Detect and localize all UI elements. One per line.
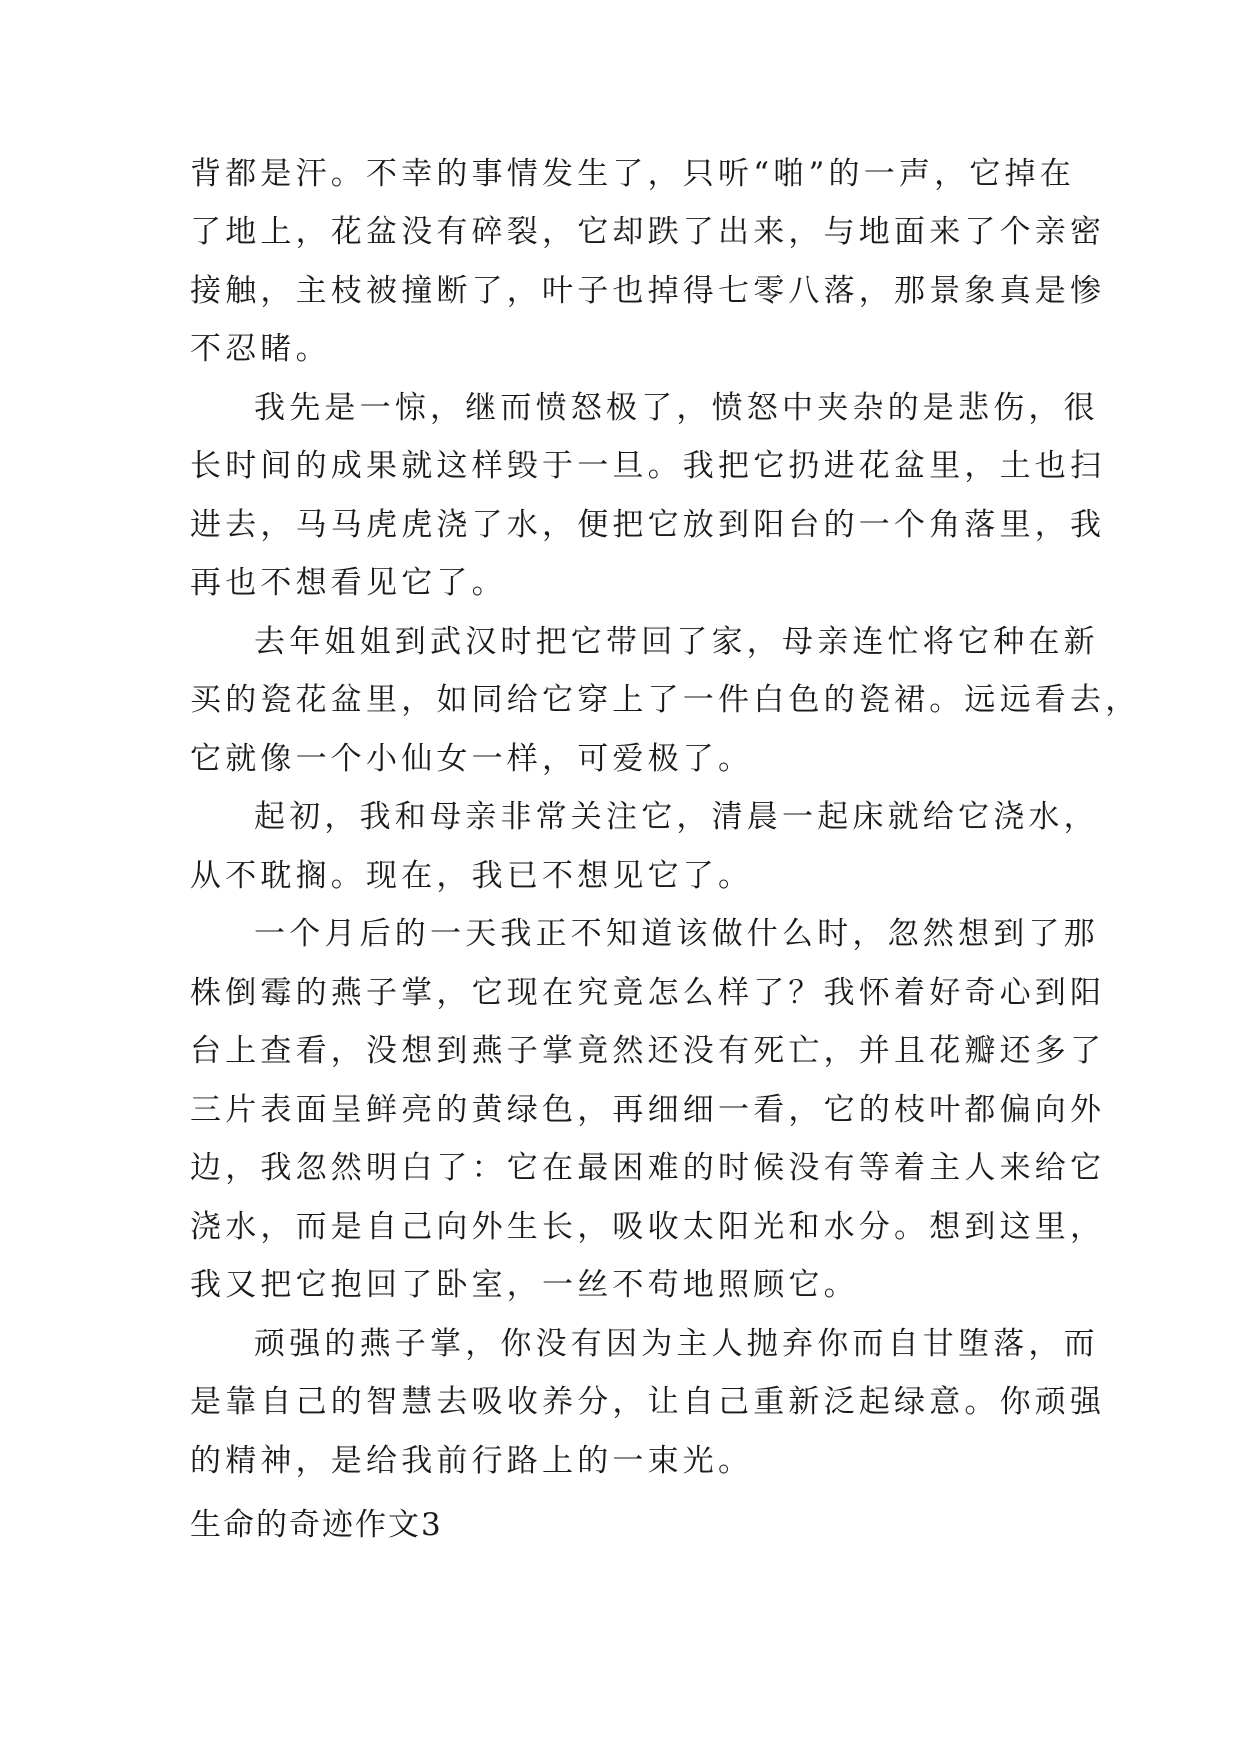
text-line: 的精神，是给我前行路上的一束光。 <box>190 1443 754 1479</box>
text-line: 我又把它抱回了卧室，一丝不苟地照顾它。 <box>190 1267 859 1303</box>
text-line: 从不耽搁。现在，我已不想见它了。 <box>190 858 754 894</box>
paragraph-first-line: 一个月后的一天我正不知道该做什么时，忽然想到了那 <box>254 916 1099 952</box>
text-line: 背都是汗。不幸的事情发生了，只听“啪”的一声，它掉在 <box>190 156 1075 192</box>
paragraph-first-line: 我先是一惊，继而愤怒极了，愤怒中夹杂的是悲伤，很 <box>254 390 1099 426</box>
text-line: 买的瓷花盆里，如同给它穿上了一件白色的瓷裙。远远看去， <box>190 682 1141 718</box>
text-line: 是靠自己的智慧去吸收养分，让自己重新泛起绿意。你顽强 <box>190 1384 1106 1420</box>
section-heading: 生命的奇迹作文3 <box>190 1507 443 1543</box>
paragraph-first-line: 去年姐姐到武汉时把它带回了家，母亲连忙将它种在新 <box>254 624 1099 660</box>
text-line: 边，我忽然明白了：它在最困难的时候没有等着主人来给它 <box>190 1150 1106 1186</box>
text-line: 再也不想看见它了。 <box>190 565 507 601</box>
text-line: 株倒霉的燕子掌，它现在究竟怎么样了？我怀着好奇心到阳 <box>190 975 1106 1011</box>
text-line: 浇水，而是自己向外生长，吸收太阳光和水分。想到这里， <box>190 1209 1106 1245</box>
text-line: 进去，马马虎虎浇了水，便把它放到阳台的一个角落里，我 <box>190 507 1106 543</box>
paragraph-first-line: 起初，我和母亲非常关注它，清晨一起床就给它浇水， <box>254 799 1099 835</box>
text-line: 接触，主枝被撞断了，叶子也掉得七零八落，那景象真是惨 <box>190 273 1106 309</box>
text-line: 不忍睹。 <box>190 331 331 367</box>
text-line: 台上查看，没想到燕子掌竟然还没有死亡，并且花瓣还多了 <box>190 1033 1106 1069</box>
text-line: 它就像一个小仙女一样，可爱极了。 <box>190 741 754 777</box>
text-line: 了地上，花盆没有碎裂，它却跌了出来，与地面来了个亲密 <box>190 214 1106 250</box>
text-line: 三片表面呈鲜亮的黄绿色，再细细一看，它的枝叶都偏向外 <box>190 1092 1106 1128</box>
text-line: 长时间的成果就这样毁于一旦。我把它扔进花盆里，土也扫 <box>190 448 1106 484</box>
paragraph-first-line: 顽强的燕子掌，你没有因为主人抛弃你而自甘堕落，而 <box>254 1326 1099 1362</box>
